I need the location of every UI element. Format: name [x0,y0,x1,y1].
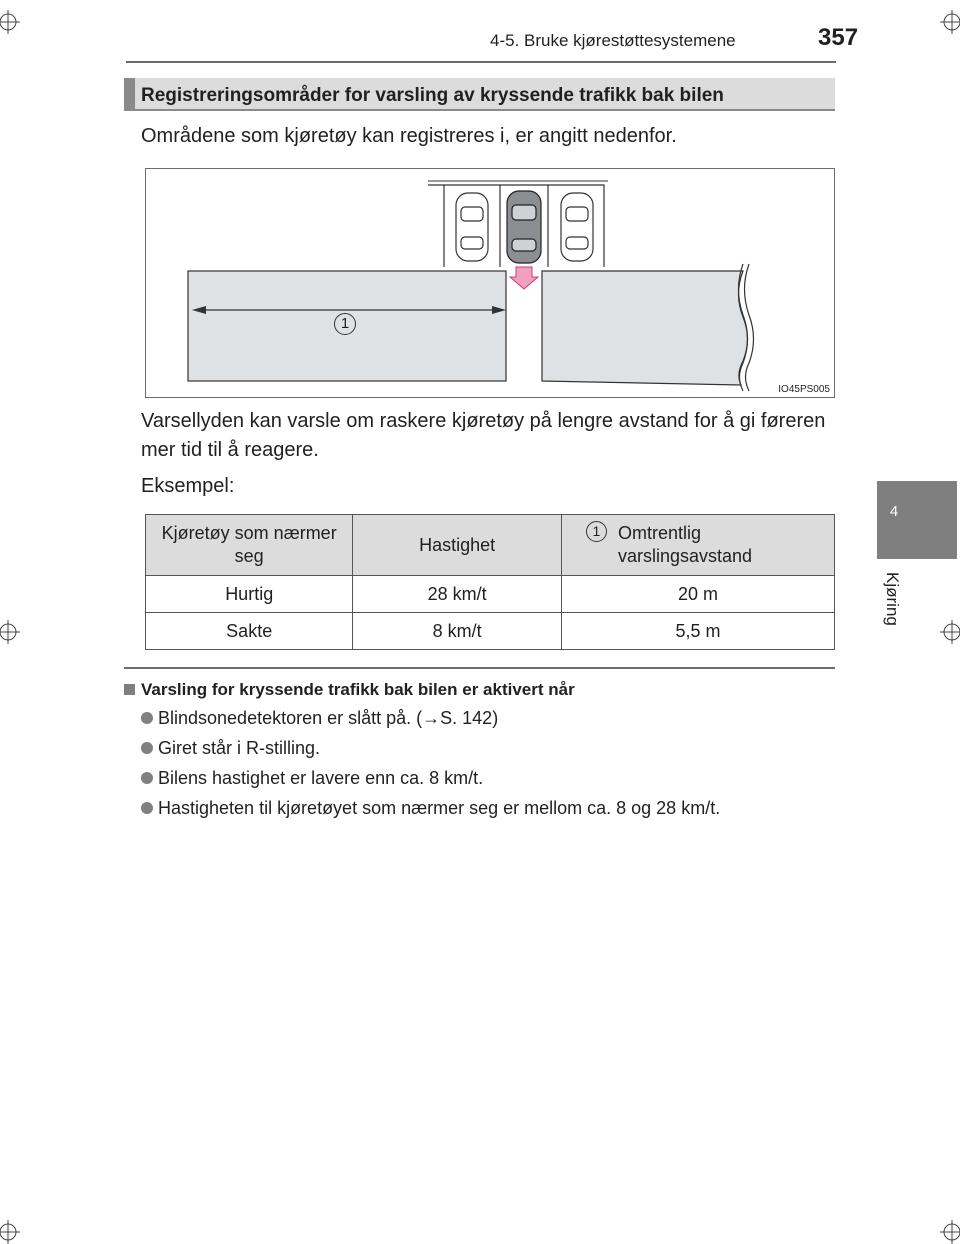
header-speed: Hastighet [353,515,562,576]
list-item [141,795,720,825]
list-item [141,765,720,795]
section-heading: Registreringsområder for varsling av kryssende trafikk bak bilen [141,85,724,106]
page-number: 357 [818,24,859,51]
table-cell: 28 km/t [353,576,562,613]
table-row [146,613,835,650]
bullet-icon [141,802,153,814]
list-item [141,735,720,765]
section-rule [124,667,835,669]
list-item-text: Bilens hastighet er lavere enn ca. 8 km/t. [158,768,484,788]
chapter-tab [877,481,957,559]
detection-area-illustration [146,169,836,399]
header-approaching-vehicle: Kjøretøy som nærmer seg [146,515,353,576]
own-car [507,191,541,263]
list-item-text: Hastigheten til kjøretøyet som nærmer seg er mellom ca. 8 og 28 km/t. [158,798,721,818]
chapter-number: 4 [889,503,899,520]
list-item-text: Giret står i R-stilling. [158,738,321,758]
intro-paragraph: Områdene som kjøretøy kan registreres i, er angitt nedenfor. [141,125,677,147]
chapter-label: Kjøring [883,572,902,626]
list-item-text: Blindsonedetektoren er slått på. (→S. 142) [158,708,499,728]
detection-area-figure [145,168,835,398]
list-item [141,705,720,735]
header-section-title: 4-5. Bruke kjørestøttesystemene [490,31,736,50]
table-cell: 5,5 m [561,613,834,650]
conditions-list [141,705,720,825]
right-detection-zone [542,271,748,385]
table-row [146,576,835,613]
parked-car-right [561,193,593,261]
header-warning-distance-text: Omtrentlig varslingsavstand [617,523,753,566]
table-cell: Sakte [146,613,353,650]
distance-marker-header: 1 [586,521,607,542]
distance-marker: 1 [334,313,356,335]
header-warning-distance [561,515,834,576]
table-cell: Hurtig [146,576,353,613]
note-paragraph: Varsellyden kan varsle om raskere kjøretøy på lengre avstand for å gi føreren mer tid til å reagere. [141,410,826,461]
square-bullet-icon [124,684,135,695]
table-cell: 8 km/t [353,613,562,650]
conditions-heading [124,680,575,700]
reverse-arrow [510,267,538,289]
parked-car-left [456,193,488,261]
conditions-heading-text: Varsling for kryssende trafikk bak bilen er aktivert når [141,680,575,699]
bullet-icon [141,712,153,724]
header-rule [126,61,836,63]
table-cell: 20 m [561,576,834,613]
table-header-row [146,515,835,576]
example-table [145,514,835,650]
bullet-icon [141,742,153,754]
figure-code: IO45PS005 [778,384,830,395]
bullet-icon [141,772,153,784]
example-label: Eksempel: [141,475,235,497]
